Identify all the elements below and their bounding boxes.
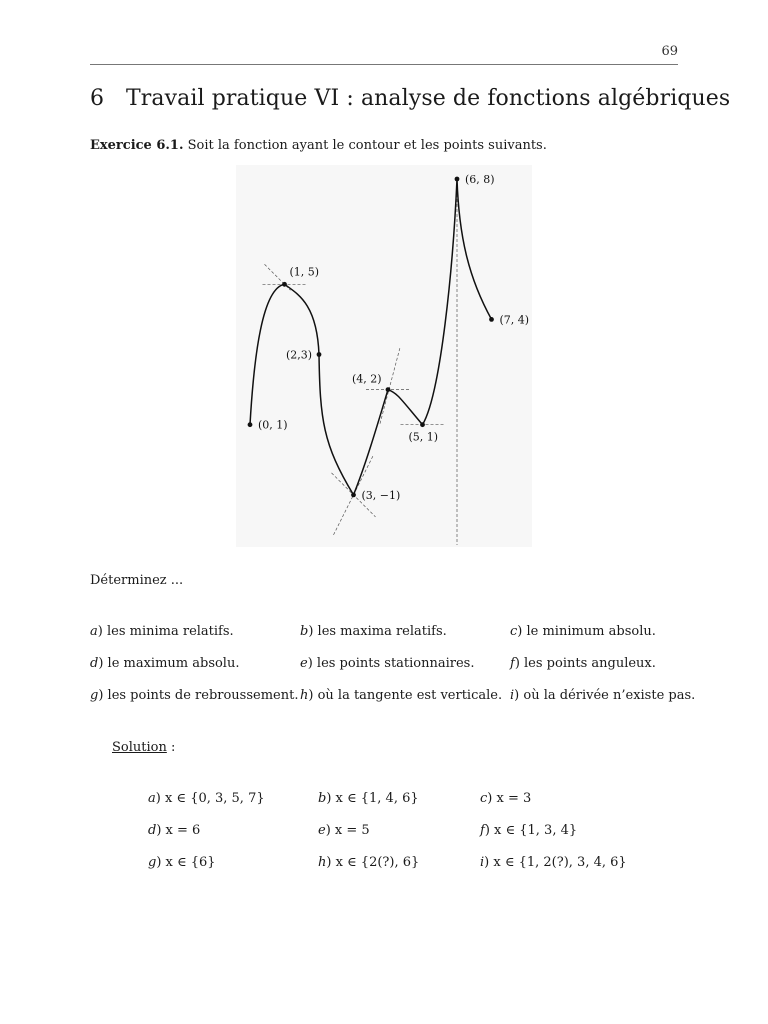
section-title-text: Travail pratique VI : analyse de fonctions algébriques: [126, 86, 731, 111]
answer-h: h) x ∈ {2(?), 6}: [318, 855, 420, 870]
data-point-2: [317, 352, 322, 357]
question-c: c) le minimum absolu.: [510, 624, 656, 639]
section-number: 6: [90, 86, 105, 111]
point-label-4: (4, 2): [352, 372, 382, 386]
solution-heading: [112, 740, 175, 755]
function-graph-svg: [236, 165, 532, 547]
exercise-statement: [90, 138, 547, 153]
function-graph: [236, 165, 532, 547]
question-h: h) où la tangente est verticale.: [300, 688, 503, 703]
question-g: g) les points de rebroussement.: [90, 688, 299, 703]
answer-f: f) x ∈ {1, 3, 4}: [480, 823, 578, 838]
question-i: i) où la dérivée n’existe pas.: [510, 688, 696, 703]
solution-colon: :: [166, 740, 176, 755]
header-rule: [90, 64, 678, 65]
question-d: d) le maximum absolu.: [90, 656, 240, 671]
solution-label: Solution: [112, 740, 167, 755]
data-point-0: [248, 422, 253, 427]
determinez-prompt: Déterminez ...: [90, 573, 184, 588]
exercise-label: Exercice 6.1.: [90, 138, 184, 153]
section-title: [90, 86, 730, 111]
point-label-2: (2,3): [286, 348, 313, 362]
point-label-1: (1, 5): [289, 265, 320, 279]
data-point-5: [420, 422, 425, 427]
answer-c: c) x = 3: [480, 791, 532, 806]
point-label-3: (3, −1): [361, 488, 401, 502]
point-label-6: (6, 8): [465, 173, 495, 186]
point-label-5: (5, 1): [408, 430, 439, 444]
answer-g: g) x ∈ {6}: [148, 855, 216, 870]
data-point-4: [386, 387, 391, 392]
question-a: a) les minima relatifs.: [90, 624, 234, 639]
data-point-7: [489, 317, 494, 322]
question-f: f) les points anguleux.: [510, 656, 656, 671]
answer-d: d) x = 6: [148, 823, 201, 838]
data-point-1: [282, 282, 287, 287]
answer-a: a) x ∈ {0, 3, 5, 7}: [148, 791, 265, 806]
question-b: b) les maxima relatifs.: [300, 624, 447, 639]
answer-i: i) x ∈ {1, 2(?), 3, 4, 6}: [480, 855, 627, 870]
page-number: 69: [661, 44, 678, 59]
answer-e: e) x = 5: [318, 823, 370, 838]
data-point-6: [455, 177, 460, 182]
question-e: e) les points stationnaires.: [300, 656, 475, 671]
data-point-3: [351, 493, 356, 498]
exercise-text: Soit la fonction ayant le contour et les points suivants.: [187, 138, 547, 153]
point-label-0: (0, 1): [258, 418, 288, 432]
answer-b: b) x ∈ {1, 4, 6}: [318, 791, 419, 806]
point-label-7: (7, 4): [499, 313, 530, 327]
